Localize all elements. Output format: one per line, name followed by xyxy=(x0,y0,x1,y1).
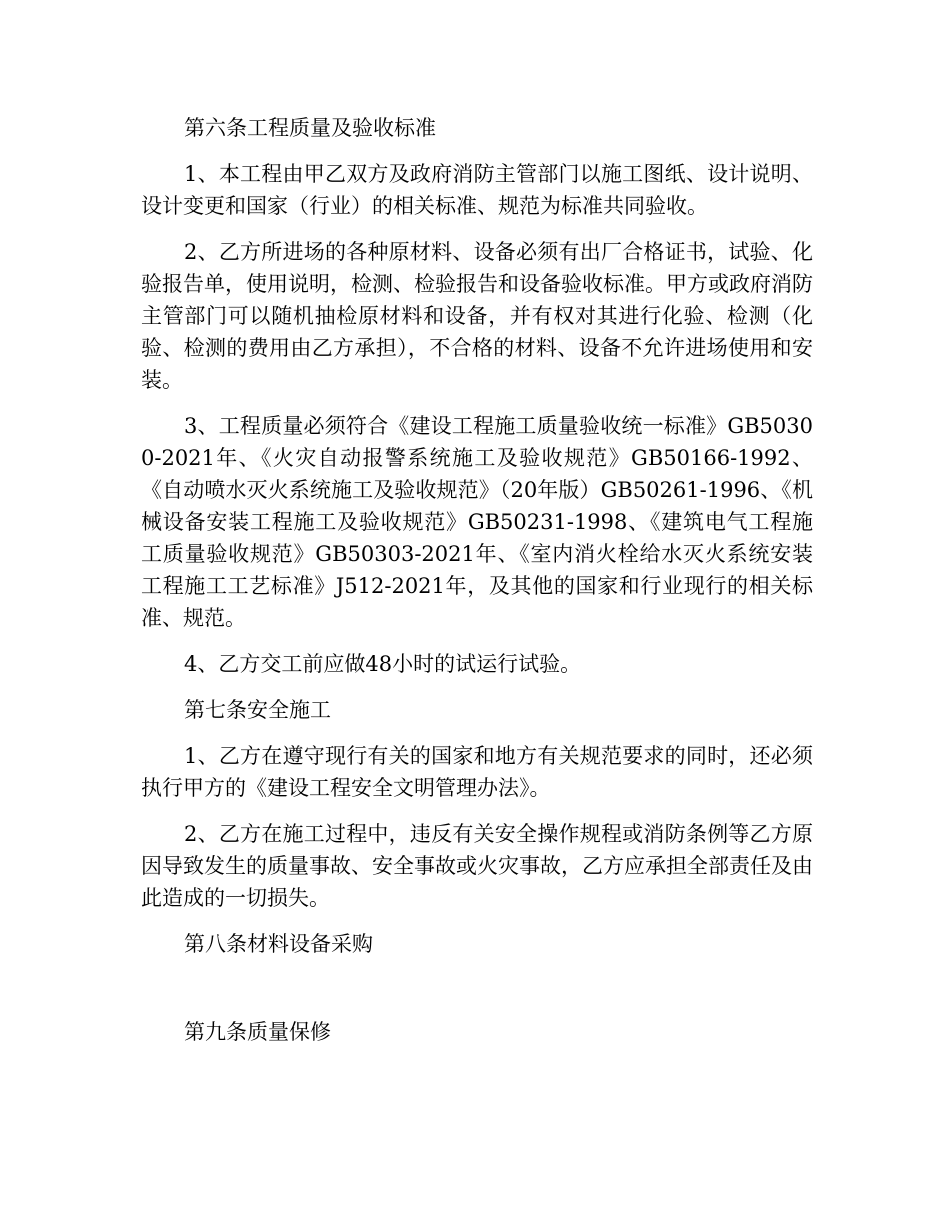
section-heading-8: 第八条材料设备采购 xyxy=(184,932,373,956)
section-heading-6: 第六条工程质量及验收标准 xyxy=(184,116,436,140)
blank-space xyxy=(141,974,813,1016)
section-6-paragraph-2: 2、乙方所进场的各种原材料、设备必须有出厂合格证书，试验、化验报告单，使用说明，检测、检验报告和设备验收标准。甲方或政府消防主管部门可以随机抽检原材料和设备，并有权对其进行化验、检测（化验、检测的费用由乙方承担），不合格的材料、设备不允许进场使用和安装。 xyxy=(141,240,813,392)
section-6-paragraph-3: 3、工程质量必须符合《建设工程施工质量验收统一标准》GB50300-2021年、《火灾自动报警系统施工及验收规范》GB50166-1992、《自动喷水灭火系统施工及验收规范》（20年版）GB50261-1996、《机械设备安装工程施工及验收规范》GB50231-1998、《建筑电气工程施工质量验收规范》GB50303-2021年、《室内消火栓给水灭火系统安装工程施工工艺标准》J512-2021年，及其他的国家和行业现行的相关标准、规范。 xyxy=(141,414,813,630)
section-6-paragraph-1: 1、本工程由甲乙双方及政府消防主管部门以施工图纸、设计说明、设计变更和国家（行业）的相关标准、规范为标准共同验收。 xyxy=(141,162,813,218)
section-7-paragraph-2: 2、乙方在施工过程中，违反有关安全操作规程或消防条例等乙方原因导致发生的质量事故、安全事故或火灾事故，乙方应承担全部责任及由此造成的一切损失。 xyxy=(141,822,813,910)
document-page xyxy=(141,112,813,1062)
section-heading-7: 第七条安全施工 xyxy=(184,698,331,722)
section-6-paragraph-4: 4、乙方交工前应做48小时的试运行试验。 xyxy=(184,652,582,676)
section-7-paragraph-1: 1、乙方在遵守现行有关的国家和地方有关规范要求的同时，还必须执行甲方的《建设工程安全文明管理办法》。 xyxy=(141,744,813,800)
section-heading-9: 第九条质量保修 xyxy=(184,1020,331,1044)
